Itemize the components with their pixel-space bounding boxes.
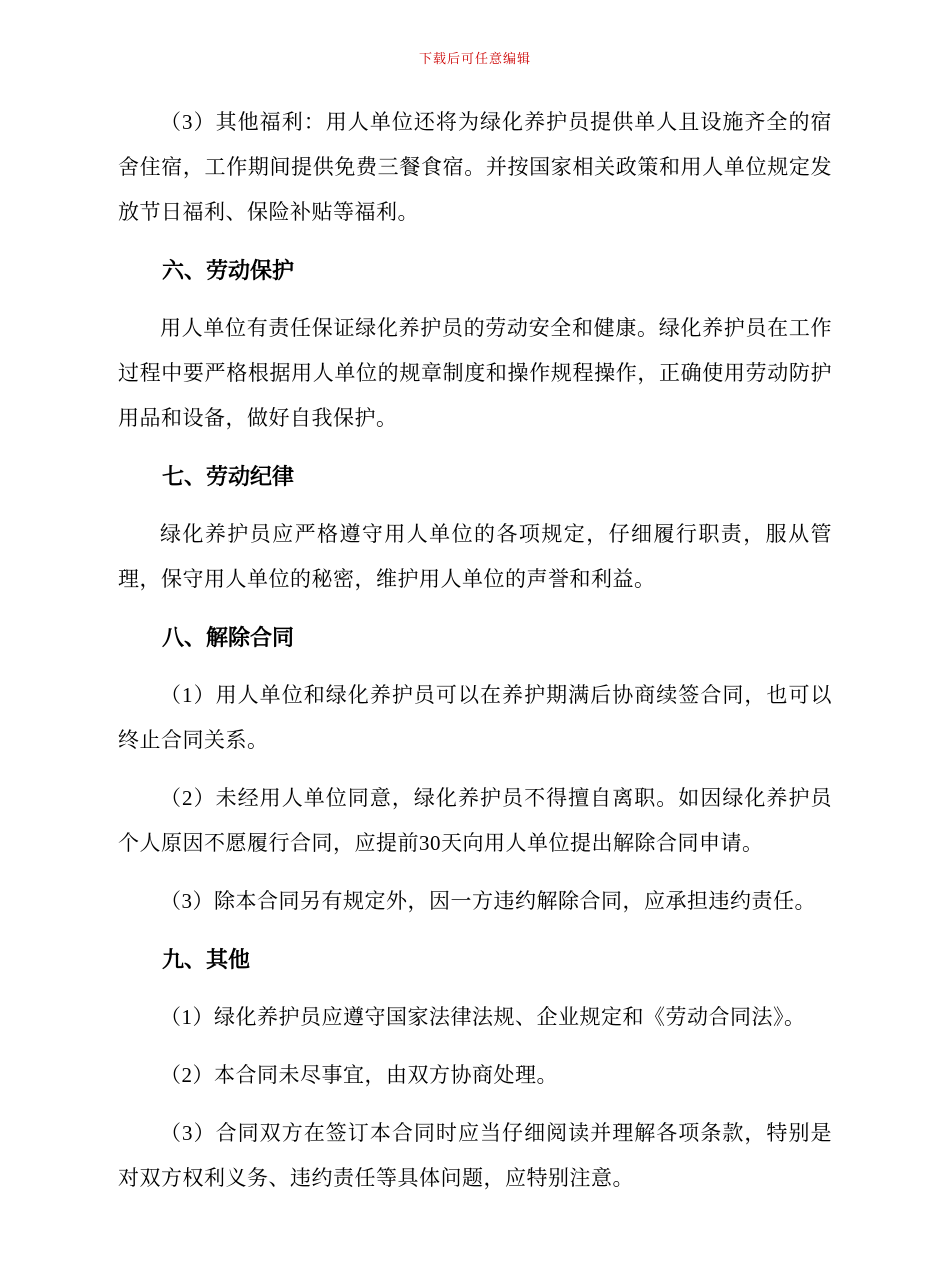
paragraph-termination-item-1: （1）用人单位和绿化养护员可以在养护期满后协商续签合同，也可以终止合同关系。	[118, 683, 832, 752]
paragraph-labor-protection-body: 用人单位有责任保证绿化养护员的劳动安全和健康。绿化养护员在工作过程中要严格根据用人单位的规章制度和操作规程操作，正确使用劳动防护用品和设备，做好自我保护。	[118, 316, 832, 430]
heading-labor-discipline: 七、劳动纪律	[162, 464, 295, 489]
heading-labor-protection: 六、劳动保护	[162, 258, 295, 283]
paragraph-others-item-2: （2）本合同未尽事宜，由双方协商处理。	[160, 1063, 558, 1087]
heading-contract-termination: 八、解除合同	[162, 625, 295, 650]
paragraph-termination-item-2: （2）未经用人单位同意，绿化养护员不得擅自离职。如因绿化养护员个人原因不愿履行合同，应提前30天向用人单位提出解除合同申请。	[118, 786, 832, 855]
paragraph-others-item-1: （1）绿化养护员应遵守国家法律法规、企业规定和《劳动合同法》。	[160, 1005, 806, 1029]
paragraph-others-item-3: （3）合同双方在签订本合同时应当仔细阅读并理解各项条款，特别是对双方权利义务、违约责任等具体问题，应特别注意。	[118, 1121, 832, 1190]
download-watermark-text: 下载后可任意编辑	[418, 51, 531, 66]
paragraph-termination-item-3: （3）除本合同另有规定外，因一方违约解除合同，应承担违约责任。	[160, 889, 816, 913]
paragraph-labor-discipline-body: 绿化养护员应严格遵守用人单位的各项规定，仔细履行职责，服从管理，保守用人单位的秘密，维护用人单位的声誉和利益。	[118, 522, 832, 591]
paragraph-other-welfare: （3）其他福利：用人单位还将为绿化养护员提供单人且设施齐全的宿舍住宿，工作期间提供免费三餐食宿。并按国家相关政策和用人单位规定发放节日福利、保险补贴等福利。	[118, 110, 832, 224]
document-body	[118, 100, 832, 1201]
heading-others: 九、其他	[162, 947, 251, 972]
